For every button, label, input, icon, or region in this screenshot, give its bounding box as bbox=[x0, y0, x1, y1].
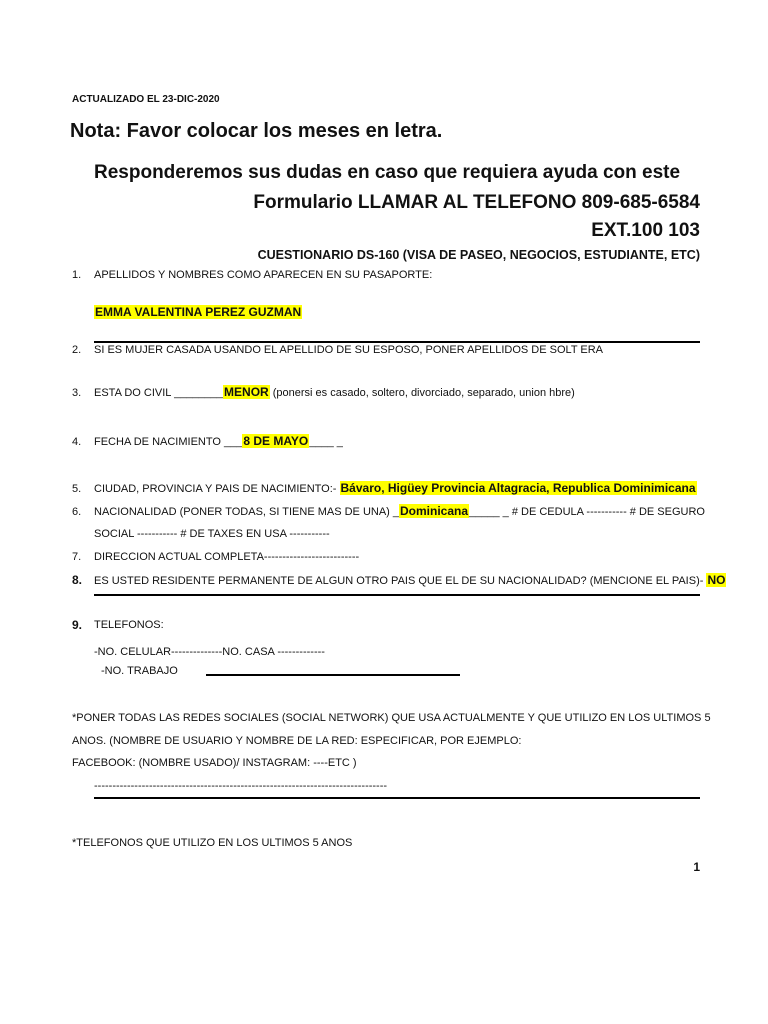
q7-number: 7. bbox=[72, 551, 82, 563]
q8-number: 8. bbox=[72, 573, 83, 587]
q3-hint: (ponersi es casado, soltero, divorciado, separado, union hbre) bbox=[269, 387, 575, 399]
help-line-1: Responderemos sus dudas en caso que requiera ayuda con este bbox=[94, 162, 681, 183]
page-number: 1 bbox=[693, 860, 700, 874]
q5-label: CIUDAD, PROVINCIA Y PAIS DE NACIMIENTO:- bbox=[94, 483, 340, 495]
q1-answer-line bbox=[94, 341, 700, 343]
q7-label: DIRECCION ACTUAL COMPLETA-------------------------- bbox=[94, 551, 360, 563]
q9-cell-home: -NO. CELULAR--------------NO. CASA ------------- bbox=[94, 646, 325, 658]
note-heading: Nota: Favor colocar los meses en letra. bbox=[70, 120, 443, 142]
social-line-1: *PONER TODAS LAS REDES SOCIALES (SOCIAL NETWORK) QUE USA ACTUALMENTE Y QUE UTILIZO EN LOS ULTIMOS 5 bbox=[72, 712, 711, 724]
questionnaire-title: CUESTIONARIO DS-160 (VISA DE PASEO, NEGOCIOS, ESTUDIANTE, ETC) bbox=[257, 248, 700, 262]
social-answer-line bbox=[94, 797, 700, 799]
q9-label: TELEFONOS: bbox=[94, 619, 164, 631]
q9-work: -NO. TRABAJO bbox=[101, 665, 178, 677]
q9-work-line bbox=[206, 674, 460, 676]
q6-answer: Dominicana bbox=[400, 504, 469, 518]
q8-label: ES USTED RESIDENTE PERMANENTE DE ALGUN OTRO PAIS QUE EL DE SU NACIONALIDAD? (MENCIONE EL PAIS)- bbox=[94, 575, 707, 587]
help-line-3: EXT.100 103 bbox=[591, 220, 700, 241]
help-line-2: Formulario LLAMAR AL TELEFONO 809-685-6584 bbox=[253, 192, 700, 213]
phones-note: *TELEFONOS QUE UTILIZO EN LOS ULTIMOS 5 ANOS bbox=[72, 837, 353, 849]
q4-answer: 8 DE MAYO bbox=[243, 434, 309, 448]
q4-suffix: ____ _ bbox=[309, 436, 343, 448]
q8-answer-line bbox=[94, 594, 700, 596]
social-dashes: -------------------------------------------------------------------------------- bbox=[94, 780, 388, 792]
q5-row bbox=[94, 481, 697, 495]
q6-row bbox=[94, 504, 705, 518]
q3-number: 3. bbox=[72, 387, 82, 399]
q1-number: 1. bbox=[72, 269, 82, 281]
q6-number: 6. bbox=[72, 506, 82, 518]
q2-label: SI ES MUJER CASADA USANDO EL APELLIDO DE SU ESPOSO, PONER APELLIDOS DE SOLT ERA bbox=[94, 344, 604, 356]
q6-suffix: _____ _ # DE CEDULA ----------- # DE SEGURO bbox=[469, 506, 705, 518]
updated-date: ACTUALIZADO EL 23-DIC-2020 bbox=[72, 94, 220, 105]
q8-row bbox=[94, 573, 726, 587]
q9-number: 9. bbox=[72, 618, 83, 632]
q2-number: 2. bbox=[72, 344, 82, 356]
q4-label: FECHA DE NACIMIENTO ___ bbox=[94, 436, 243, 448]
q4-row bbox=[94, 434, 343, 448]
q1-answer: EMMA VALENTINA PEREZ GUZMAN bbox=[95, 305, 302, 319]
q3-row bbox=[94, 385, 575, 399]
q3-label: ESTA DO CIVIL ________ bbox=[94, 387, 224, 399]
social-line-3: FACEBOOK: (NOMBRE USADO)/ INSTAGRAM: ----ETC ) bbox=[72, 757, 357, 769]
q3-answer: MENOR bbox=[224, 385, 269, 399]
q1-label: APELLIDOS Y NOMBRES COMO APARECEN EN SU PASAPORTE: bbox=[94, 269, 433, 281]
q6-line-2: SOCIAL ----------- # DE TAXES EN USA ----------- bbox=[94, 528, 330, 540]
q6-label: NACIONALIDAD (PONER TODAS, SI TIENE MAS DE UNA) _ bbox=[94, 506, 400, 518]
social-line-2: ANOS. (NOMBRE DE USUARIO Y NOMBRE DE LA RED: ESPECIFICAR, POR EJEMPLO: bbox=[72, 735, 522, 747]
q8-answer: NO bbox=[707, 573, 726, 587]
q5-answer: Bávaro, Higüey Provincia Altagracia, Republica Dominimicana bbox=[340, 481, 696, 495]
q4-number: 4. bbox=[72, 436, 82, 448]
q5-number: 5. bbox=[72, 483, 82, 495]
